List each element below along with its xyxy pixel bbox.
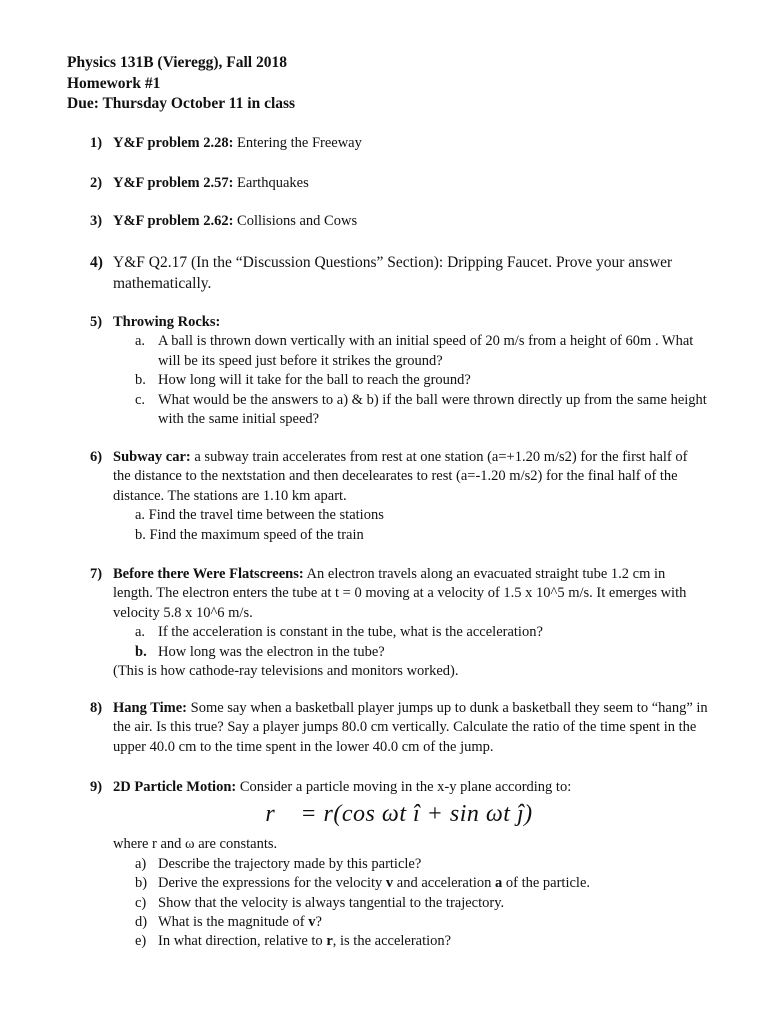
problem-5: [90, 313, 708, 429]
sub-question: b) Derive the expressions for the velocity v and acceleration a of the particle.: [135, 875, 591, 892]
problem-text: Consider a particle moving in the x-y plane according to:: [236, 779, 572, 795]
problem-title: Throwing Rocks:: [113, 314, 221, 330]
problem-3: [90, 212, 708, 231]
problem-title: Y&F problem 2.28:: [113, 135, 234, 151]
homework-title: Homework #1: [67, 74, 161, 92]
problem-title: Y&F problem 2.57:: [113, 175, 234, 191]
problem-title: 2D Particle Motion:: [113, 779, 237, 795]
problem-text: An electron travels along an evacuated straight tube 1.2 cm in length. The electron enters the tube at t = 0 moving at a velocity of 1.5 x 10^5 m/s. It emerges with velocity 5.8 x 10^6 m/s.: [113, 566, 687, 621]
problem-number: 6): [90, 449, 103, 465]
due-date: Due: Thursday October 11 in class: [67, 95, 296, 112]
course-title: Physics 131B (Vieregg), Fall 2018: [67, 54, 287, 71]
problem-text: Earthquakes: [233, 175, 309, 191]
problem-text: Entering the Freeway: [233, 135, 362, 151]
sub-question: d) What is the magnitude of v?: [135, 914, 322, 931]
problem-1: [90, 134, 708, 153]
document-header: [67, 53, 295, 115]
problem-number: 3): [90, 213, 103, 229]
sub-question: a. If the acceleration is constant in the tube, what is the acceleration?: [135, 624, 543, 641]
sub-question: e) In what direction, relative to r, is the acceleration?: [135, 933, 452, 950]
sub-question: b. How long will it take for the ball to reach the ground?: [135, 372, 471, 389]
problem-6: [90, 448, 708, 545]
equation-note: where r and ω are constants.: [113, 836, 278, 853]
problem-2: [90, 174, 708, 193]
sub-question: a. Find the travel time between the stations: [135, 507, 384, 524]
problem-text: Collisions and Cows: [233, 213, 358, 229]
sub-question: c) Show that the velocity is always tangential to the trajectory.: [135, 894, 505, 911]
problem-title: Before there Were Flatscreens:: [113, 566, 304, 582]
problem-number: 8): [90, 700, 103, 716]
problem-4: [90, 253, 708, 294]
problem-number: 1): [90, 135, 103, 151]
problem-9: [90, 778, 708, 952]
sub-question: c. What would be the answers to a) & b) if the ball were thrown directly up from the same height with the same initial speed?: [135, 391, 707, 428]
problem-text: a subway train accelerates from rest at one station (a=+1.20 m/s2) for the first half of the distance to the nextstation and then decelearates to rest (a=-1.20 m/s2) for the final half of the distance. The stations are 1.10 km apart.: [113, 449, 688, 504]
problem-title: Hang Time:: [113, 700, 187, 716]
problem-number: 2): [90, 175, 103, 191]
sub-question: a) Describe the trajectory made by this particle?: [135, 855, 422, 872]
problem-number: 5): [90, 314, 103, 330]
sub-question: b. How long was the electron in the tube?: [135, 643, 385, 660]
problem-title: Y&F problem 2.62:: [113, 213, 234, 229]
problem-note: (This is how cathode-ray televisions and monitors worked).: [113, 663, 459, 680]
problem-title: Subway car:: [113, 449, 191, 465]
problem-number: 7): [90, 566, 103, 582]
position-equation: r⃗ = r(cos ωt î + sin ωt ĵ): [265, 801, 533, 828]
problem-text: Some say when a basketball player jumps up to dunk a basketball they seem to “hang” in the air. Is this true? Say a player jumps 80.0 cm vertically. Calculate the ratio of the time spent in the upper 40.0 cm to the time spent in the lower 40.0 cm of the jump.: [113, 700, 708, 755]
problem-number: 9): [90, 779, 103, 795]
problem-number: 4): [90, 254, 103, 271]
problem-8: [90, 699, 708, 757]
problem-7: [90, 565, 708, 681]
problem-text: Y&F Q2.17 (In the “Discussion Questions” Section): Dripping Faucet. Prove your answer mathematically.: [113, 254, 673, 292]
sub-question: b. Find the maximum speed of the train: [135, 526, 364, 543]
sub-question: a. A ball is thrown down vertically with an initial speed of 20 m/s from a height of 60m . What will be its speed just before it strikes the ground?: [135, 333, 694, 369]
